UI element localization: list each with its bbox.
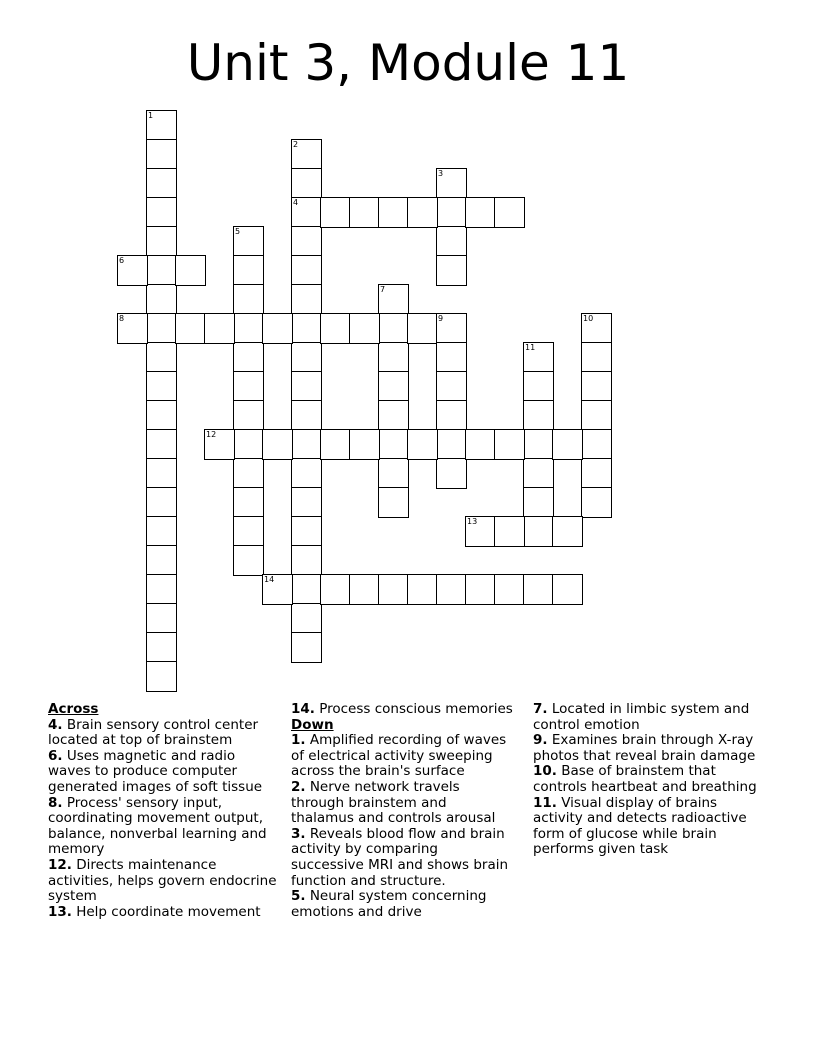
- grid-cell[interactable]: [436, 400, 467, 431]
- grid-cell[interactable]: [233, 458, 264, 489]
- grid-cell[interactable]: [146, 458, 177, 489]
- clue-down-2: [291, 780, 513, 827]
- grid-cell[interactable]: [146, 226, 177, 257]
- clue-text: Reveals blood flow and brain activity by comparing successive MRI and shows brain function and structure.: [291, 825, 509, 889]
- grid-cell[interactable]: [233, 545, 264, 576]
- cell-number: 1: [148, 111, 154, 120]
- grid-cell[interactable]: [233, 255, 264, 286]
- grid-cell[interactable]: [291, 168, 322, 199]
- grid-cell[interactable]: [523, 458, 554, 489]
- grid-cell[interactable]: [494, 516, 525, 547]
- clue-across-4: [48, 718, 280, 749]
- grid-cell[interactable]: [291, 400, 322, 431]
- across-header: Across: [48, 701, 99, 717]
- grid-cell[interactable]: [465, 429, 496, 460]
- grid-cell[interactable]: [291, 545, 322, 576]
- grid-cell[interactable]: [552, 429, 583, 460]
- grid-cell[interactable]: [291, 487, 322, 518]
- grid-cell[interactable]: [320, 429, 351, 460]
- grid-cell[interactable]: [291, 139, 322, 170]
- grid-cell[interactable]: [523, 371, 554, 402]
- grid-cell[interactable]: [233, 313, 264, 344]
- grid-cell[interactable]: [465, 516, 496, 547]
- grid-cell[interactable]: [349, 313, 380, 344]
- clue-text: Uses magnetic and radio waves to produce computer generated images of soft tissue: [48, 747, 263, 795]
- grid-cell[interactable]: [175, 313, 206, 344]
- grid-cell[interactable]: [436, 371, 467, 402]
- clue-down-5: [291, 889, 513, 920]
- grid-cell[interactable]: [378, 313, 409, 344]
- clue-number: 7.: [533, 701, 548, 717]
- clue-text: Nerve network travels through brainstem and thalamus and controls arousal: [291, 778, 496, 827]
- grid-cell[interactable]: [204, 313, 235, 344]
- grid-cell[interactable]: [233, 516, 264, 547]
- grid-cell[interactable]: [146, 313, 177, 344]
- grid-cell[interactable]: [436, 168, 467, 199]
- clue-text: Visual display of brains activity and detects radioactive form of glucose while brain performs given task: [533, 794, 747, 858]
- grid-cell[interactable]: [581, 342, 612, 373]
- clue-number: 3.: [291, 825, 306, 842]
- clue-number: 6.: [48, 747, 63, 764]
- grid-cell[interactable]: [407, 574, 438, 605]
- grid-cell[interactable]: [320, 313, 351, 344]
- clue-down-10: [533, 764, 765, 795]
- clue-down-9: [533, 733, 765, 764]
- grid-cell[interactable]: [552, 574, 583, 605]
- clue-text: Brain sensory control center located at top of brainstem: [48, 716, 259, 749]
- grid-cell[interactable]: [262, 429, 293, 460]
- grid-cell[interactable]: [146, 400, 177, 431]
- grid-cell[interactable]: [291, 429, 322, 460]
- clue-text: Located in limbic system and control emotion: [533, 701, 750, 733]
- clue-text: Examines brain through X-ray photos that reveal brain damage: [533, 732, 756, 764]
- grid-cell[interactable]: [233, 429, 264, 460]
- cell-number: 14: [264, 575, 275, 584]
- grid-cell[interactable]: [291, 284, 322, 315]
- grid-cell[interactable]: [436, 342, 467, 373]
- grid-cell[interactable]: [175, 255, 206, 286]
- clue-text: Help coordinate movement: [76, 903, 261, 920]
- grid-cell[interactable]: [523, 487, 554, 518]
- clue-down-3: [291, 827, 513, 889]
- grid-cell[interactable]: [494, 197, 525, 228]
- clue-text: Amplified recording of waves of electrical activity sweeping across the brain's surface: [291, 732, 507, 780]
- cell-number: 7: [380, 285, 386, 294]
- grid-cell[interactable]: [291, 632, 322, 663]
- clue-number: 5.: [291, 888, 306, 905]
- grid-cell[interactable]: [378, 371, 409, 402]
- grid-cell[interactable]: [378, 284, 409, 315]
- clue-across-8: [48, 796, 280, 858]
- grid-cell[interactable]: [465, 574, 496, 605]
- grid-cell[interactable]: [233, 284, 264, 315]
- clue-number: 4.: [48, 716, 63, 733]
- grid-cell[interactable]: [581, 487, 612, 518]
- grid-cell[interactable]: [349, 197, 380, 228]
- cell-number: 6: [119, 256, 125, 265]
- clue-number: 11.: [533, 794, 557, 811]
- grid-cell[interactable]: [146, 661, 177, 692]
- grid-cell[interactable]: [378, 574, 409, 605]
- grid-cell[interactable]: [291, 516, 322, 547]
- grid-cell[interactable]: [494, 429, 525, 460]
- grid-cell[interactable]: [378, 429, 409, 460]
- clue-column-1: [48, 702, 280, 920]
- clue-number: 1.: [291, 732, 306, 749]
- grid-cell[interactable]: [233, 342, 264, 373]
- grid-cell[interactable]: [146, 371, 177, 402]
- grid-cell[interactable]: [320, 574, 351, 605]
- grid-cell[interactable]: [262, 574, 293, 605]
- clue-text: Neural system concerning emotions and drive: [291, 888, 487, 920]
- grid-cell[interactable]: [146, 545, 177, 576]
- clue-across-12: [48, 858, 280, 905]
- cell-number: 12: [206, 430, 217, 439]
- grid-cell[interactable]: [552, 516, 583, 547]
- clue-text: Process conscious memories: [319, 701, 513, 717]
- down-header: Down: [291, 716, 334, 733]
- grid-cell[interactable]: [436, 574, 467, 605]
- grid-cell[interactable]: [146, 429, 177, 460]
- grid-cell[interactable]: [378, 487, 409, 518]
- clue-text: Base of brainstem that controls heartbeat and breathing: [533, 763, 757, 795]
- grid-cell[interactable]: [146, 110, 177, 141]
- grid-cell[interactable]: [523, 574, 554, 605]
- grid-cell[interactable]: [378, 458, 409, 489]
- grid-cell[interactable]: [146, 487, 177, 518]
- grid-cell[interactable]: [291, 226, 322, 257]
- grid-cell[interactable]: [407, 429, 438, 460]
- grid-cell[interactable]: [378, 197, 409, 228]
- cell-number: 5: [235, 227, 241, 236]
- grid-cell[interactable]: [146, 342, 177, 373]
- clue-text: Process' sensory input, coordinating movement output, balance, nonverbal learning and memory: [48, 794, 267, 858]
- clue-number: 2.: [291, 778, 306, 795]
- clue-column-3: [533, 702, 765, 858]
- grid-cell[interactable]: [291, 313, 322, 344]
- cell-number: 2: [293, 140, 299, 149]
- grid-cell[interactable]: [146, 284, 177, 315]
- clue-down-1: [291, 733, 513, 780]
- grid-cell[interactable]: [581, 313, 612, 344]
- grid-cell[interactable]: [146, 255, 177, 286]
- cell-number: 8: [119, 314, 125, 323]
- grid-cell[interactable]: [436, 255, 467, 286]
- clue-column-2: [291, 702, 513, 920]
- clue-number: 8.: [48, 794, 63, 811]
- grid-cell[interactable]: [262, 313, 293, 344]
- clue-across-14: [291, 702, 513, 718]
- grid-cell[interactable]: [320, 197, 351, 228]
- grid-cell[interactable]: [523, 429, 554, 460]
- grid-cell[interactable]: [581, 458, 612, 489]
- grid-cell[interactable]: [581, 371, 612, 402]
- grid-cell[interactable]: [204, 429, 235, 460]
- clue-number: 12.: [48, 856, 72, 873]
- clue-number: 14.: [291, 701, 315, 717]
- grid-cell[interactable]: [436, 429, 467, 460]
- grid-cell[interactable]: [523, 516, 554, 547]
- grid-cell[interactable]: [523, 342, 554, 373]
- grid-cell[interactable]: [581, 429, 612, 460]
- clue-number: 9.: [533, 732, 548, 749]
- cell-number: 11: [525, 343, 536, 352]
- grid-cell[interactable]: [146, 603, 177, 634]
- grid-cell[interactable]: [146, 516, 177, 547]
- grid-cell[interactable]: [291, 574, 322, 605]
- grid-cell[interactable]: [494, 574, 525, 605]
- clue-text: Directs maintenance activities, helps govern endocrine system: [48, 856, 277, 905]
- grid-cell[interactable]: [436, 458, 467, 489]
- grid-cell[interactable]: [349, 574, 380, 605]
- clue-number: 13.: [48, 903, 72, 920]
- grid-cell[interactable]: [146, 632, 177, 663]
- cell-number: 9: [438, 314, 444, 323]
- grid-cell[interactable]: [523, 400, 554, 431]
- grid-cell[interactable]: [407, 197, 438, 228]
- grid-cell[interactable]: [407, 313, 438, 344]
- clue-number: 10.: [533, 763, 557, 780]
- cell-number: 3: [438, 169, 444, 178]
- grid-cell[interactable]: [349, 429, 380, 460]
- grid-cell[interactable]: [436, 197, 467, 228]
- grid-cell[interactable]: [291, 342, 322, 373]
- grid-cell[interactable]: [146, 139, 177, 170]
- grid-cell[interactable]: [117, 313, 148, 344]
- grid-cell[interactable]: [291, 458, 322, 489]
- grid-cell[interactable]: [378, 400, 409, 431]
- clue-across-13: [48, 905, 280, 921]
- grid-cell[interactable]: [146, 574, 177, 605]
- cell-number: 10: [583, 314, 594, 323]
- clue-down-11: [533, 796, 765, 858]
- grid-cell[interactable]: [233, 400, 264, 431]
- grid-cell[interactable]: [233, 487, 264, 518]
- grid-cell[interactable]: [291, 197, 322, 228]
- grid-cell[interactable]: [117, 255, 148, 286]
- grid-cell[interactable]: [378, 342, 409, 373]
- grid-cell[interactable]: [291, 371, 322, 402]
- grid-cell[interactable]: [291, 603, 322, 634]
- grid-cell[interactable]: [233, 371, 264, 402]
- grid-cell[interactable]: [436, 313, 467, 344]
- grid-cell[interactable]: [581, 400, 612, 431]
- cell-number: 13: [467, 517, 478, 526]
- grid-cell[interactable]: [146, 197, 177, 228]
- cell-number: 4: [293, 198, 299, 207]
- grid-cell[interactable]: [146, 168, 177, 199]
- page-title: Unit 3, Module 11: [186, 34, 630, 92]
- grid-cell[interactable]: [233, 226, 264, 257]
- grid-cell[interactable]: [291, 255, 322, 286]
- clue-down-7: [533, 702, 765, 733]
- grid-cell[interactable]: [436, 226, 467, 257]
- grid-cell[interactable]: [465, 197, 496, 228]
- clue-across-6: [48, 749, 280, 796]
